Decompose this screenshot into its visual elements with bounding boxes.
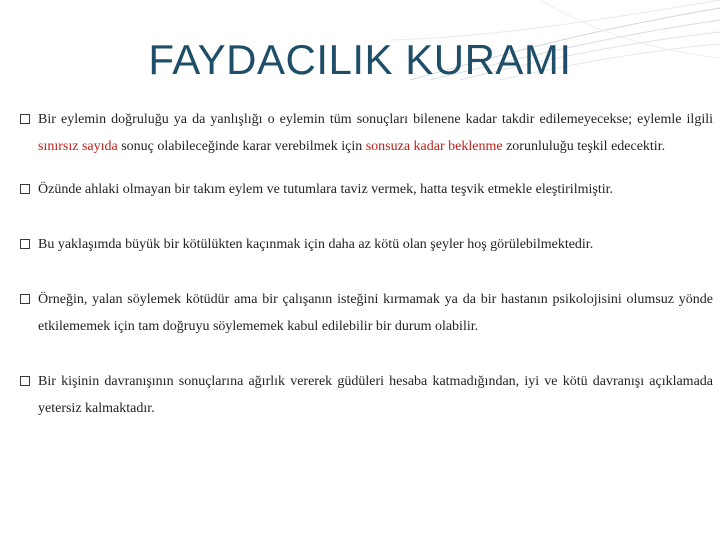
square-bullet-icon — [20, 184, 30, 194]
bullet-list — [20, 106, 713, 422]
bullet-item — [20, 231, 713, 258]
bullet-item — [20, 368, 713, 422]
square-bullet-icon — [20, 376, 30, 386]
highlight-text: sınırsız sayıda — [38, 139, 118, 154]
bullet-text: Bir eylemin doğruluğu ya da yanlışlığı o eylemin tüm sonuçları bilenene kadar takdir edilemeyecekse; eylemle ilgili — [38, 112, 713, 127]
bullet-text: Örneğin, yalan söylemek kötüdür ama bir çalışanın isteğini kırmamak ya da bir hastanın psikolojisini olumsuz yönde etkilememek için tam doğruyu söylememek kabul edilebilir bir durum olabilir. — [38, 292, 713, 334]
bullet-text: Bir kişinin davranışının sonuçlarına ağırlık vererek güdüleri hesaba katmadığından, iyi ve kötü davranışı açıklamada yetersiz kalmaktadır. — [38, 374, 713, 416]
bullet-text: sonuç olabileceğinde karar verebilmek için — [117, 139, 366, 154]
square-bullet-icon — [20, 239, 30, 249]
square-bullet-icon — [20, 114, 30, 124]
bullet-item — [20, 106, 713, 160]
bullet-text: zorunluluğu teşkil edecektir. — [502, 139, 666, 154]
slide-title: FAYDACILIK KURAMI — [148, 36, 572, 83]
highlight-text: sonsuza kadar beklenme — [365, 139, 503, 154]
bullet-text: Bu yaklaşımda büyük bir kötülükten kaçınmak için daha az kötü olan şeyler hoş görülebilmektedir. — [38, 237, 594, 252]
square-bullet-icon — [20, 294, 30, 304]
bullet-item — [20, 176, 713, 203]
bullet-item — [20, 286, 713, 340]
bullet-text: Özünde ahlaki olmayan bir takım eylem ve tutumlara taviz vermek, hatta teşvik etmekle eleştirilmiştir. — [38, 182, 613, 197]
